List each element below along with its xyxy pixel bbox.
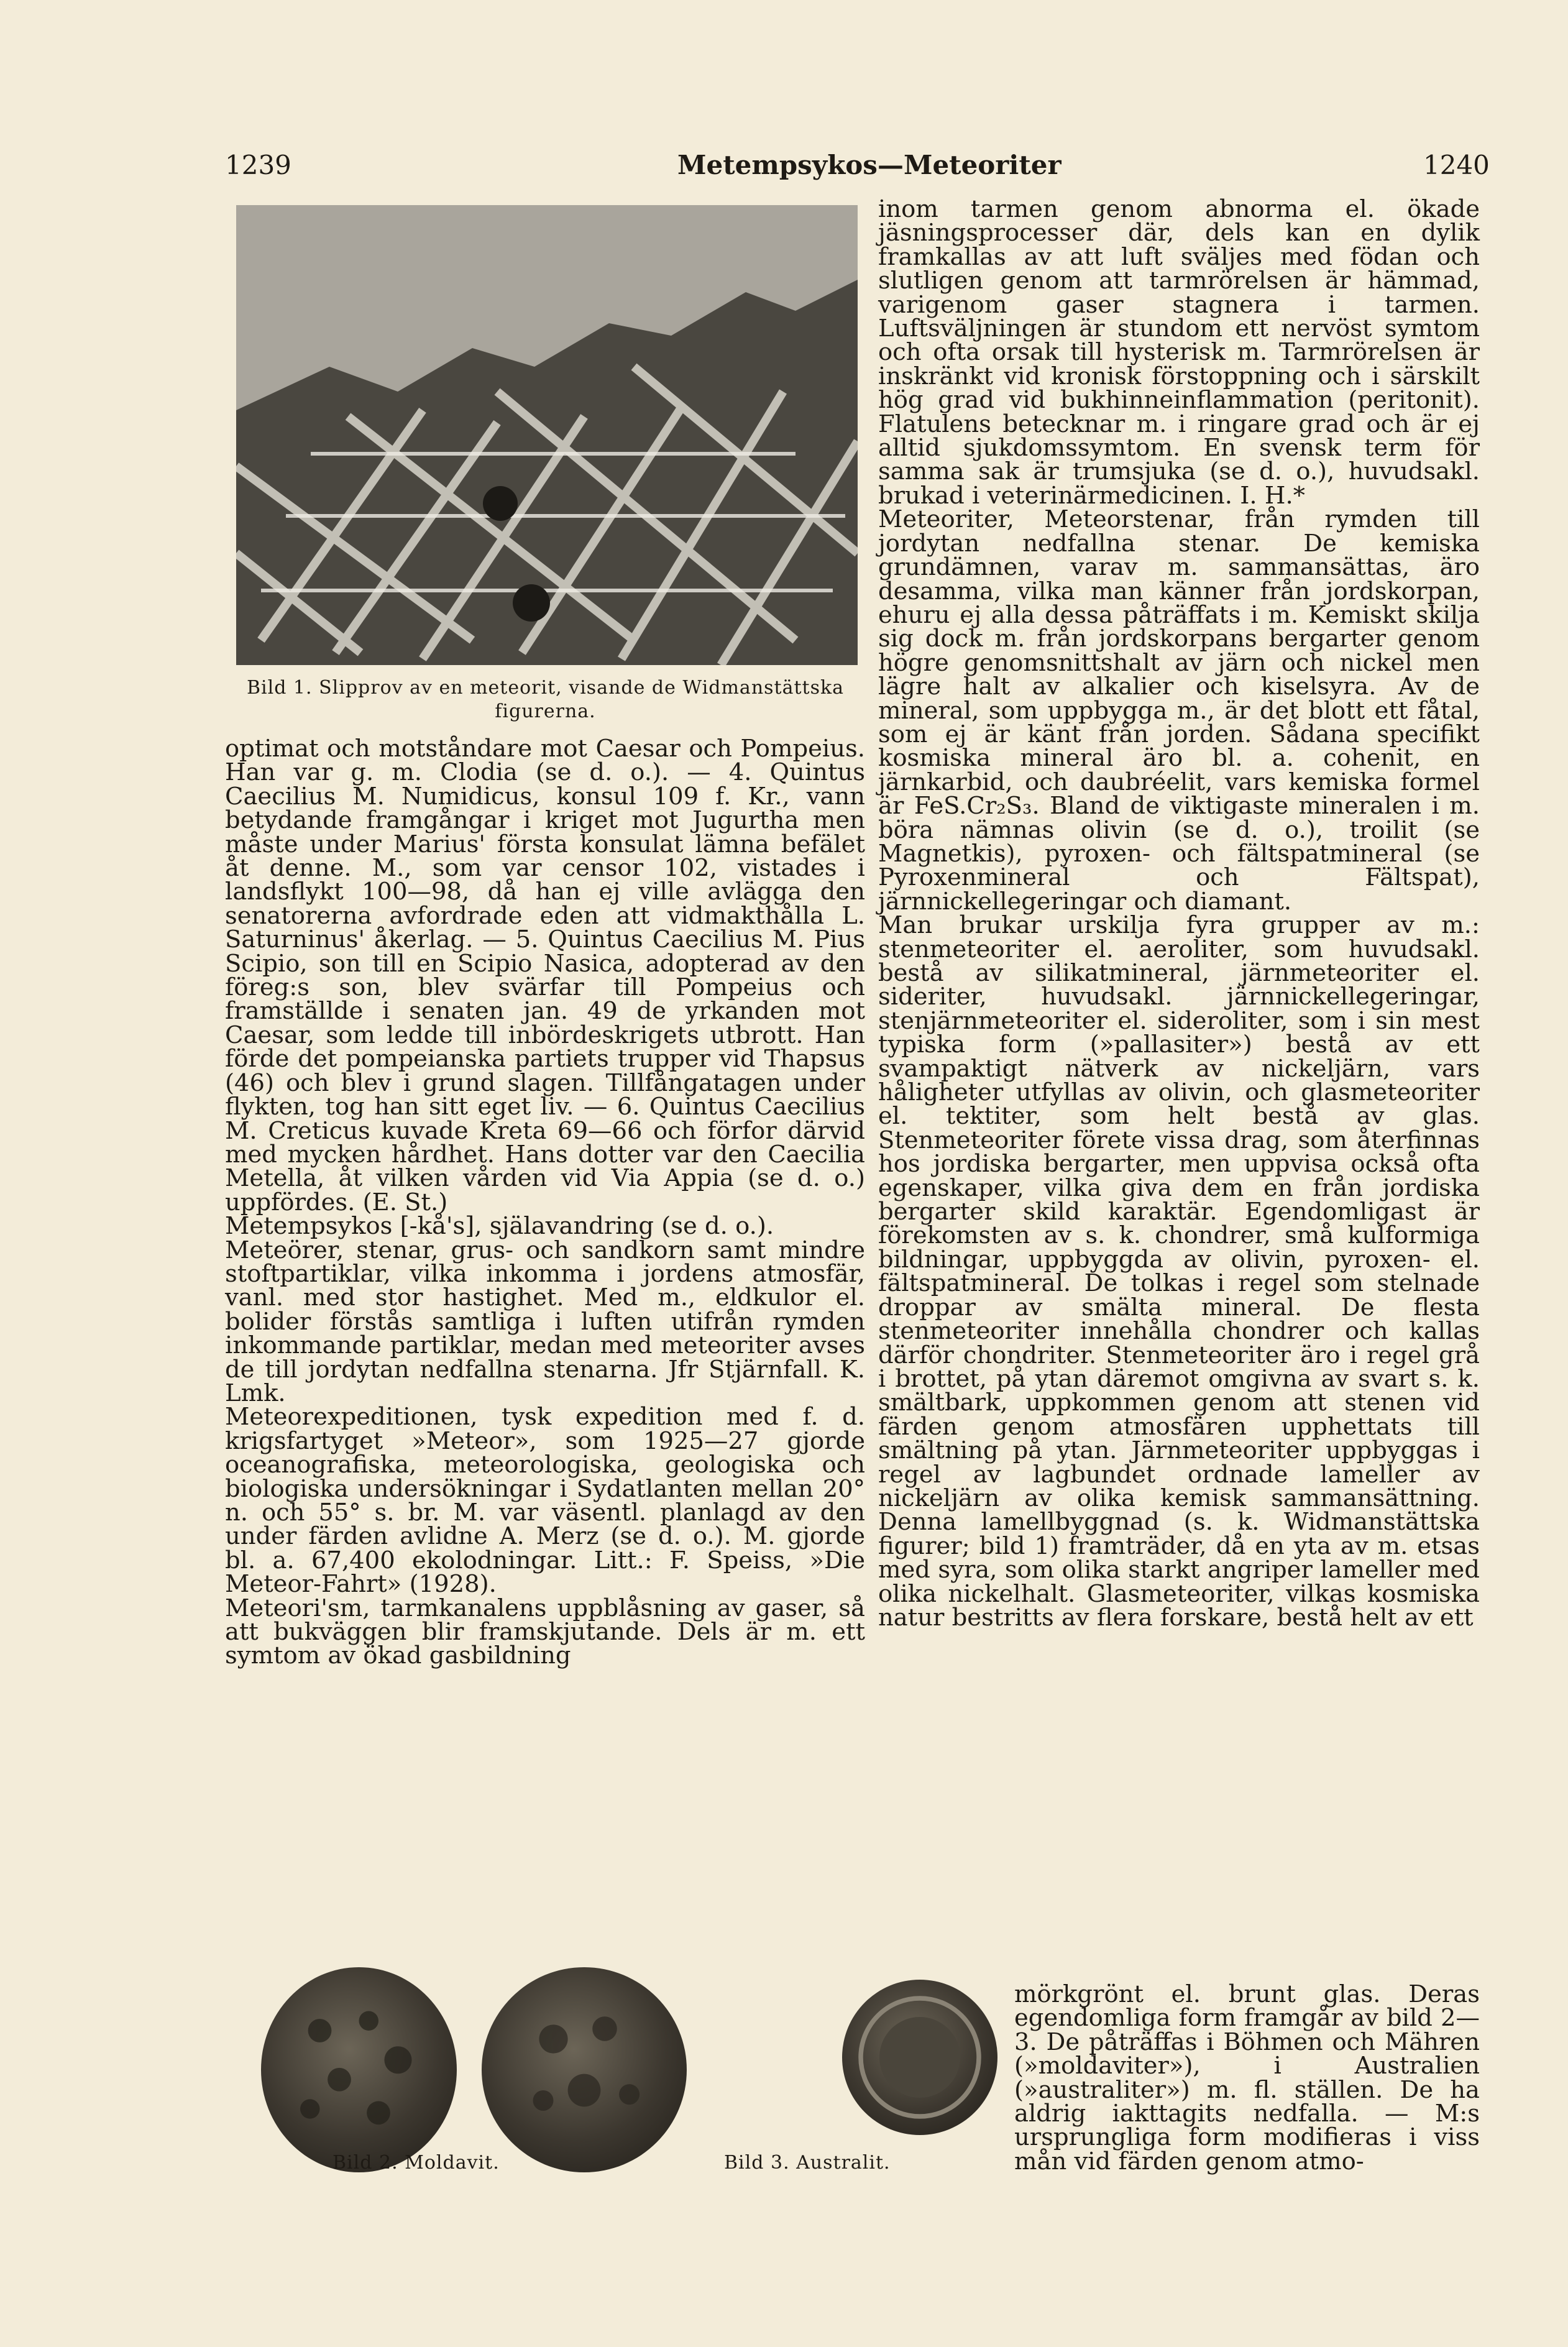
paragraph-tektites: mörkgrönt el. brunt glas. Deras egendomliga form framgår av bild 2—3. De påträffas i Böhmen och Mähren (»moldaviter»), i Australien (»australiter») m. fl. ställen. De ha aldrig iakttagits nedfalla. — M:s ursprungliga form modifieras i viss mån vid färden genom atmo-	[1014, 1980, 1480, 2175]
entry-meteoriter: Meteoriter, Meteorstenar, från rymden till jordytan nedfallna stenar. De kemiska grundämnen, varav m. sammansättas, äro desamma, vilka man känner från jordskorpan, ehuru ej alla dessa påträffats i m. Kemiskt skilja sig dock m. från jordskorpans bergarter genom högre genomsnittshalt av järn och nickel men lägre halt av alkalier och kiselsyra. Av de mineral, som uppbygga m., är det blott ett fåtal, som ej är känt från jorden. Sådana specifikt kosmiska mineral äro bl. a. cohenit, en järnkarbid, och daubréelit, vars kemiska formel är FeS.Cr₂S₃. Bland de viktigaste mineralen i m. böra nämnas olivin (se d. o.), troilit (se Magnetkis), pyroxen- och fältspatmineral (se Pyroxenmineral och Fältspat), järnnickellegeringar och diamant.	[878, 505, 1480, 916]
meteorite-section-photo	[236, 205, 858, 665]
entry-meteorism: Meteori'sm, tarmkanalens uppblåsning av gaser, så att bukväggen blir framskjutande. Dels är m. ett symtom av ökad gasbildning	[225, 1594, 865, 1670]
australite-photo	[842, 1980, 997, 2135]
right-text-column	[878, 195, 1480, 1632]
moldavite-texture-back	[482, 1967, 687, 2172]
figure1-caption: Bild 1. Slipprov av en meteorit, visande de Widmanstättska figurerna.	[246, 677, 845, 722]
paragraph-metellus: optimat och motståndare mot Caesar och Pompeius. Han var g. m. Clodia (se d. o.). — 4. Quintus Caecilius M. Numidicus, konsul 109 f. Kr., vann betydande framgångar i kriget mot Jugurtha men måste under Marius' första konsulat lämna befälet åt denne. M., som var censor 102, vistades i landsflykt 100—98, då han ej ville avlägga den senatorerna avfordrade eden att vidmakthålla L. Saturninus' åkerlag. — 5. Quintus Caecilius M. Pius Scipio, son till en Scipio Nasica, adopterad av den föreg:s son, blev svärfar till Pompeius och framställde i senaten jan. 49 de yrkanden mot Caesar, som ledde till inbördeskrigets utbrott. Han förde det pompeianska partiets trupper vid Thapsus (46) och blev i grund slagen. Tillfångatagen under flykten, tog han sitt eget liv. — 6. Quintus Caecilius M. Creticus kuvade Kreta 69—66 och förfor därvid med mycken hårdhet. Hans dotter var den Caecilia Metella, åt vilken vården vid Via Appia (se d. o.) uppfördes. (E. St.)	[225, 735, 865, 1216]
left-text-column	[225, 737, 865, 1668]
widmanstatten-pattern-image	[236, 205, 858, 665]
page-number-left: 1239	[225, 150, 291, 180]
paragraph-meteorite-groups: Man brukar urskilja fyra grupper av m.: stenmeteoriter el. aeroliter, som huvudsakl. bestå av silikatmineral, järnmeteoriter el. sideriter, huvudsakl. järnnickellegeringar, stenjärnmeteoriter el. sideroliter, som i sin mest typiska form (»pallasiter») bestå av ett svampaktigt nätverk av nickeljärn, vars håligheter utfyllas av olivin, och glasmeteoriter el. tektiter, som helt bestå av glas. Stenmeteoriter förete vissa drag, som återfinnas hos jordiska bergarter, men uppvisa också ofta egenskaper, vilka giva dem en från jordiska bergarter skild karaktär. Egendomligast är förekomsten av s. k. chondrer, små kulformiga bildningar, uppbyggda av olivin, pyroxen- el. fältspatmineral. De tolkas i regel som stelnade droppar av smälta mineral. De flesta stenmeteoriter innehålla chondrer och kallas därför chondriter. Stenmeteoriter äro i regel grå i brottet, på ytan däremot omgivna av svart s. k. smältbark, uppkommen genom att stenen vid färden genom atmosfären upphettats till smältning på ytan. Järnmeteoriter uppbyggas i regel av lagbundet ordnade lameller av nickeljärn av olika kemisk sammansättning. Denna lamellbyggnad (s. k. Widmanstättska figurer; bild 1) framträder, då en yta av m. etsas med syra, som olika starkt angriper lameller med olika nickelhalt. Glasmeteoriter, vilkas kosmiska natur bestritts av flera forskare, bestå helt av ett	[878, 911, 1480, 1632]
figure3-caption: Bild 3. Australit.	[724, 2152, 891, 2174]
moldavite-photo-back	[482, 1967, 687, 2172]
entry-metempsykos: Metempsykos [-kå's], själavandring (se d. o.).	[225, 1212, 774, 1241]
paragraph-meteorism-cont: inom tarmen genom abnorma el. ökade jäsningsprocesser där, dels kan en dylik framkallas av att luft sväljes med födan och slutligen genom att tarmrörelsen är hämmad, varigenom gaser stagnera i tarmen. Luftsväljningen är stundom ett nervöst symtom och ofta orsak till hysterisk m. Tarmrörelsen är inskränkt vid kronisk förstoppning och i särskilt hög grad vid bukhinneinflammation (peritonit). Flatulens betecknar m. i ringare grad och är ej alltid sjukdomssymtom. En svensk term för samma sak är trumsjuka (se d. o.), huvudsakl. brukad i veterinärmedicinen. I. H.*	[878, 195, 1480, 510]
figure2-caption: Bild 2. Moldavit.	[332, 2152, 500, 2174]
entry-meteorer: Meteörer, stenar, grus- och sandkorn samt mindre stoftpartiklar, vilka inkomma i jordens atmosfär, vanl. med stor hastighet. Med m., eldkulor el. bolider förstås samtliga i luften utifrån rymden inkommande partiklar, medan med meteoriter avses de till jordytan nedfallna stenarna. Jfr Stjärnfall. K. Lmk.	[225, 1236, 865, 1407]
page-number-right: 1240	[1423, 150, 1490, 180]
australite-texture	[842, 1980, 997, 2135]
moldavite-texture	[261, 1967, 457, 2172]
right-narrow-text-column	[1014, 1980, 1480, 2175]
moldavite-photo-front	[261, 1967, 457, 2172]
entry-meteorexpeditionen: Meteorexpeditionen, tysk expedition med f. d. krigsfartyget »Meteor», som 1925—27 gjorde oceanografiska, meteorologiska, geologiska och biologiska undersökningar i Sydatlanten mellan 20° n. och 55° s. br. M. var väsentl. planlagd av den under färden avlidne A. Merz (se d. o.). M. gjorde bl. a. 67,400 ekolodningar. Litt.: F. Speiss, »Die Meteor-Fahrt» (1928).	[225, 1403, 865, 1599]
running-title: Metempsykos—Meteoriter	[677, 150, 1061, 180]
